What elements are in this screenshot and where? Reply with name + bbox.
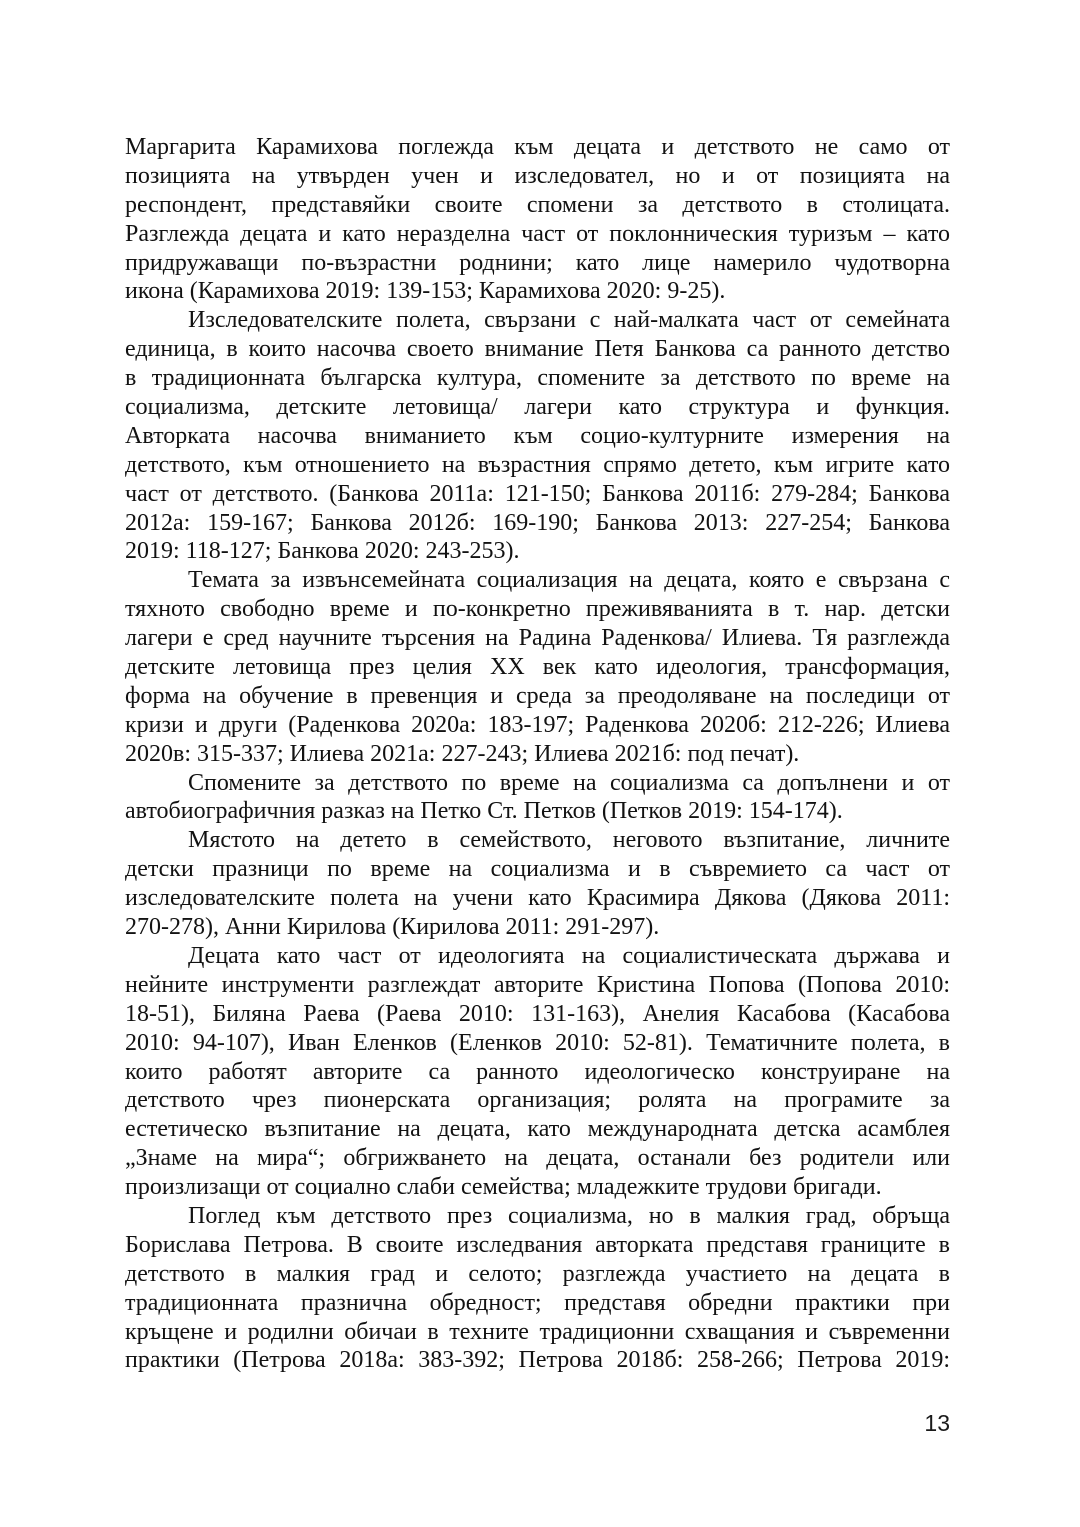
page-text-block bbox=[125, 133, 950, 1375]
text-line: Авторката насочва вниманието към социо-културните измерения на bbox=[125, 422, 950, 449]
text-line: Мястото на детето в семейството, неговото възпитание, личните bbox=[188, 827, 950, 854]
text-line: Разглежда децата и като неразделна част от поклонническия туризъм – като bbox=[125, 220, 950, 247]
text-line: тяхното свободно време и по-конкретно преживяванията в т. нар. детски bbox=[125, 596, 950, 623]
text-line: форма на обучение в превенция и среда за преодоляване на последици от bbox=[125, 682, 950, 709]
text-line: 270-278), Анни Кирилова (Кирилова 2011: 291-297). bbox=[125, 914, 660, 941]
text-line: Поглед към детството през социализма, но в малкия град, обръща bbox=[188, 1202, 950, 1229]
text-line: Борислава Петрова. В своите изследвания авторката представя границите в bbox=[125, 1231, 950, 1258]
text-line: 2019: 118-127; Банкова 2020: 243-253). bbox=[125, 538, 520, 565]
text-line: лагери е сред научните търсения на Радина Раденкова/ Илиева. Тя разглежда bbox=[125, 625, 950, 652]
paragraph bbox=[125, 942, 950, 1202]
text-line: Изследователските полета, свързани с най-малката част от семейната bbox=[188, 307, 950, 334]
text-line: икона (Карамихова 2019: 139-153; Карамихова 2020: 9-25). bbox=[125, 278, 726, 305]
text-line: естетическо възпитание на децата, като международната детска асамблея bbox=[125, 1116, 950, 1143]
text-line: Маргарита Карамихова поглежда към децата и детството не само от bbox=[125, 134, 950, 160]
text-line: Децата като част от идеологията на социалистическата държава и bbox=[188, 942, 950, 969]
text-line: 18-51), Биляна Раева (Раева 2010: 131-163), Анелия Касабова (Касабова bbox=[125, 1000, 950, 1027]
text-line: респондент, представяйки своите спомени за детството в столицата. bbox=[125, 191, 950, 218]
text-line: детството чрез пионерската организация; ролята на програмите за bbox=[125, 1087, 950, 1114]
text-line: част от детството. (Банкова 2011а: 121-150; Банкова 2011б: 279-284; Банкова bbox=[125, 480, 950, 507]
text-line: кръщене и родилни обичаи в техните традиционни схващания и съвременни bbox=[125, 1318, 950, 1345]
text-line: „Знаме на мира“; обгрижването на децата, останали без родители или bbox=[125, 1145, 950, 1172]
text-line: 2012а: 159-167; Банкова 2012б: 169-190; Банкова 2013: 227-254; Банкова bbox=[125, 509, 950, 536]
paragraph bbox=[125, 826, 950, 942]
text-line: кризи и други (Раденкова 2020а: 183-197; Раденкова 2020б: 212-226; Илиева bbox=[125, 711, 950, 738]
text-line: единица, в които насочва своето внимание Петя Банкова са ранното детство bbox=[125, 336, 950, 363]
text-line: Темата за извънсемейната социализация на децата, която е свързана с bbox=[188, 567, 950, 594]
text-line: автобиографичния разказ на Петко Ст. Петков (Петков 2019: 154-174). bbox=[125, 798, 843, 825]
paragraph bbox=[125, 1202, 950, 1375]
text-line: традиционната празнична обредност; представя обредни практики при bbox=[125, 1289, 950, 1316]
paragraph bbox=[125, 133, 950, 306]
text-line: които работят авторите са ранното идеологическо конструиране на bbox=[125, 1058, 950, 1085]
paragraph bbox=[125, 769, 950, 827]
text-line: детските летовища през целия ХХ век като идеология, трансформация, bbox=[125, 654, 950, 681]
text-line: изследователските полета на учени като Красимира Дякова (Дякова 2011: bbox=[125, 885, 950, 912]
page-number: 13 bbox=[924, 1410, 950, 1436]
text-line: 2020в: 315-337; Илиева 2021а: 227-243; Илиева 2021б: под печат). bbox=[125, 740, 800, 767]
text-line: позицията на утвърден учен и изследовател, но и от позицията на bbox=[125, 162, 950, 189]
text-line: Спомените за детството по време на социализма са допълнени и от bbox=[188, 769, 950, 796]
paragraph bbox=[125, 566, 950, 768]
text-line: нейните инструменти разглеждат авторите Кристина Попова (Попова 2010: bbox=[125, 971, 950, 998]
paragraph bbox=[125, 306, 950, 566]
text-line: детски празници по време на социализма и в съвремието са част от bbox=[125, 856, 950, 883]
text-line: практики (Петрова 2018а: 383-392; Петрова 2018б: 258-266; Петрова 2019: bbox=[125, 1347, 950, 1374]
text-line: придружаващи по-възрастни роднини; като лице намерило чудотворна bbox=[125, 249, 950, 276]
text-line: произлизащи от социално слаби семейства; младежките трудови бригади. bbox=[125, 1174, 882, 1201]
text-line: детството в малкия град и селото; разглежда участието на децата в bbox=[125, 1260, 950, 1287]
text-line: 2010: 94-107), Иван Еленков (Еленков 2010: 52-81). Тематичните полета, в bbox=[125, 1029, 950, 1056]
text-line: социализма, детските летовища/ лагери като структура и функция. bbox=[125, 394, 950, 421]
text-line: в традиционната българска култура, спомените за детството по време на bbox=[125, 365, 950, 392]
text-line: детството, към отношението на възрастния спрямо детето, към игрите като bbox=[125, 451, 950, 478]
